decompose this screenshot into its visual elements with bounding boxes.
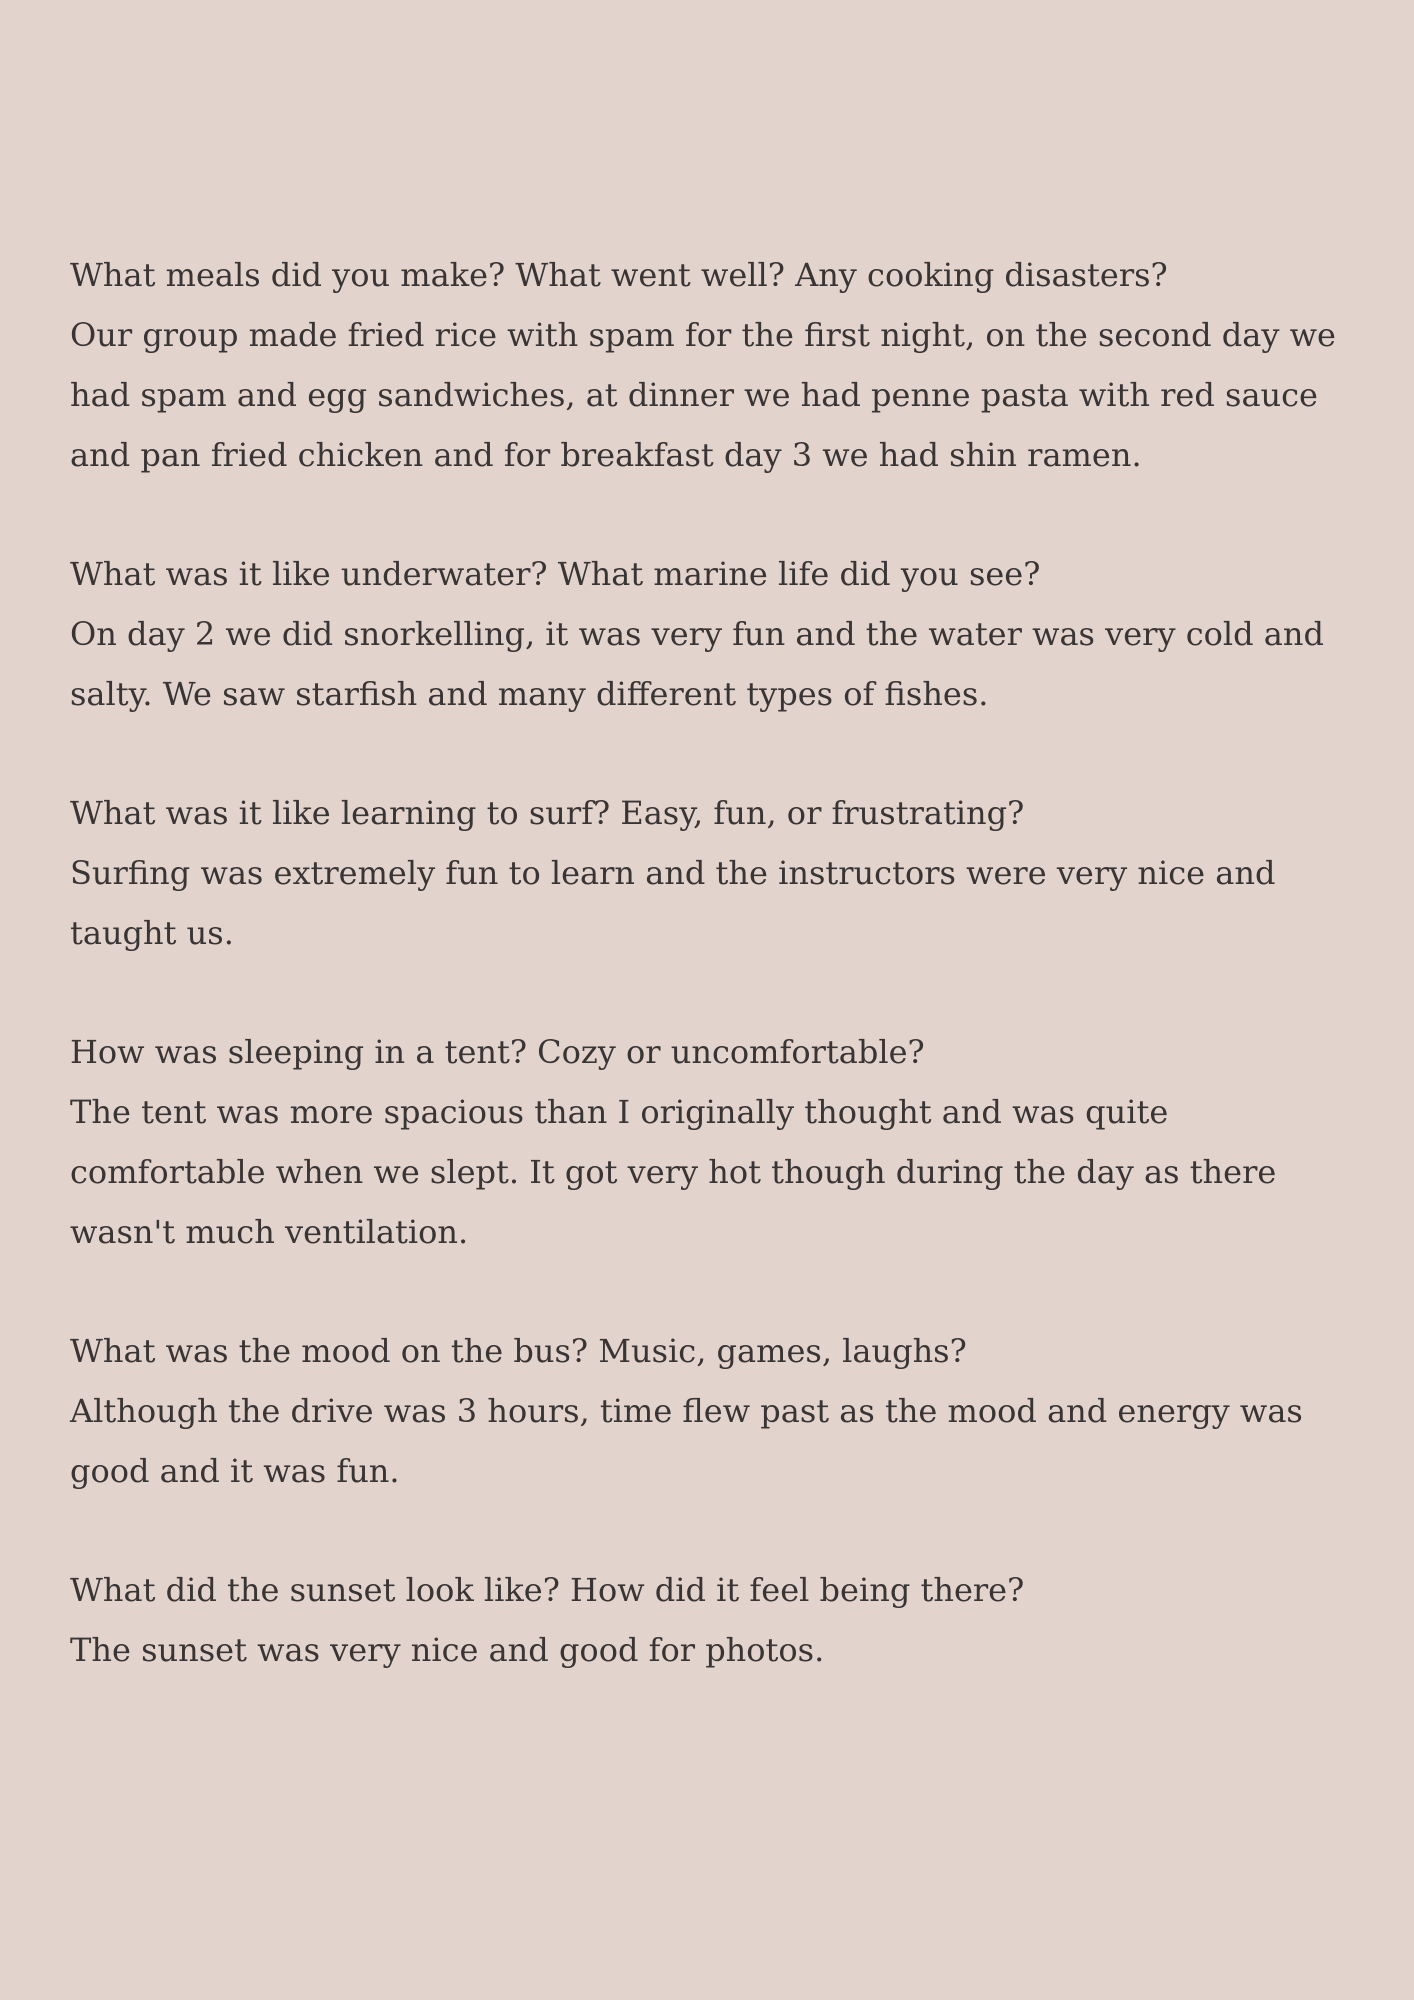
answer-bus: Although the drive was 3 hours, time flew past as the mood and energy was good and it was fun. (70, 1392, 1303, 1490)
qa-block-meals (70, 245, 1344, 485)
answer-meals: Our group made fried rice with spam for the first night, on the second day we had spam and egg sandwiches, at dinner we had penne pasta with red sauce and pan fried chicken and for breakfast day 3 we had shin ramen. (70, 316, 1336, 474)
qa-block-tent (70, 1022, 1344, 1262)
answer-tent: The tent was more spacious than I originally thought and was quite comfortable when we slept. It got very hot though during the day as there wasn't much ventilation. (70, 1093, 1277, 1251)
question-surf: What was it like learning to surf? Easy, fun, or frustrating? (70, 794, 1025, 832)
question-bus: What was the mood on the bus? Music, games, laughs? (70, 1332, 967, 1370)
qa-block-surf (70, 783, 1344, 963)
question-underwater: What was it like underwater? What marine life did you see? (70, 555, 1041, 593)
qa-block-underwater (70, 544, 1344, 724)
question-meals: What meals did you make? What went well? Any cooking disasters? (70, 256, 1168, 294)
answer-surf: Surfing was extremely fun to learn and the instructors were very nice and taught us. (70, 854, 1276, 952)
qa-block-bus (70, 1321, 1344, 1501)
question-sunset: What did the sunset look like? How did it feel being there? (70, 1571, 1025, 1609)
answer-sunset: The sunset was very nice and good for photos. (70, 1631, 825, 1669)
question-tent: How was sleeping in a tent? Cozy or uncomfortable? (70, 1033, 925, 1071)
qa-block-sunset (70, 1560, 1344, 1680)
answer-underwater: On day 2 we did snorkelling, it was very fun and the water was very cold and salty. We saw starfish and many different types of fishes. (70, 615, 1324, 713)
